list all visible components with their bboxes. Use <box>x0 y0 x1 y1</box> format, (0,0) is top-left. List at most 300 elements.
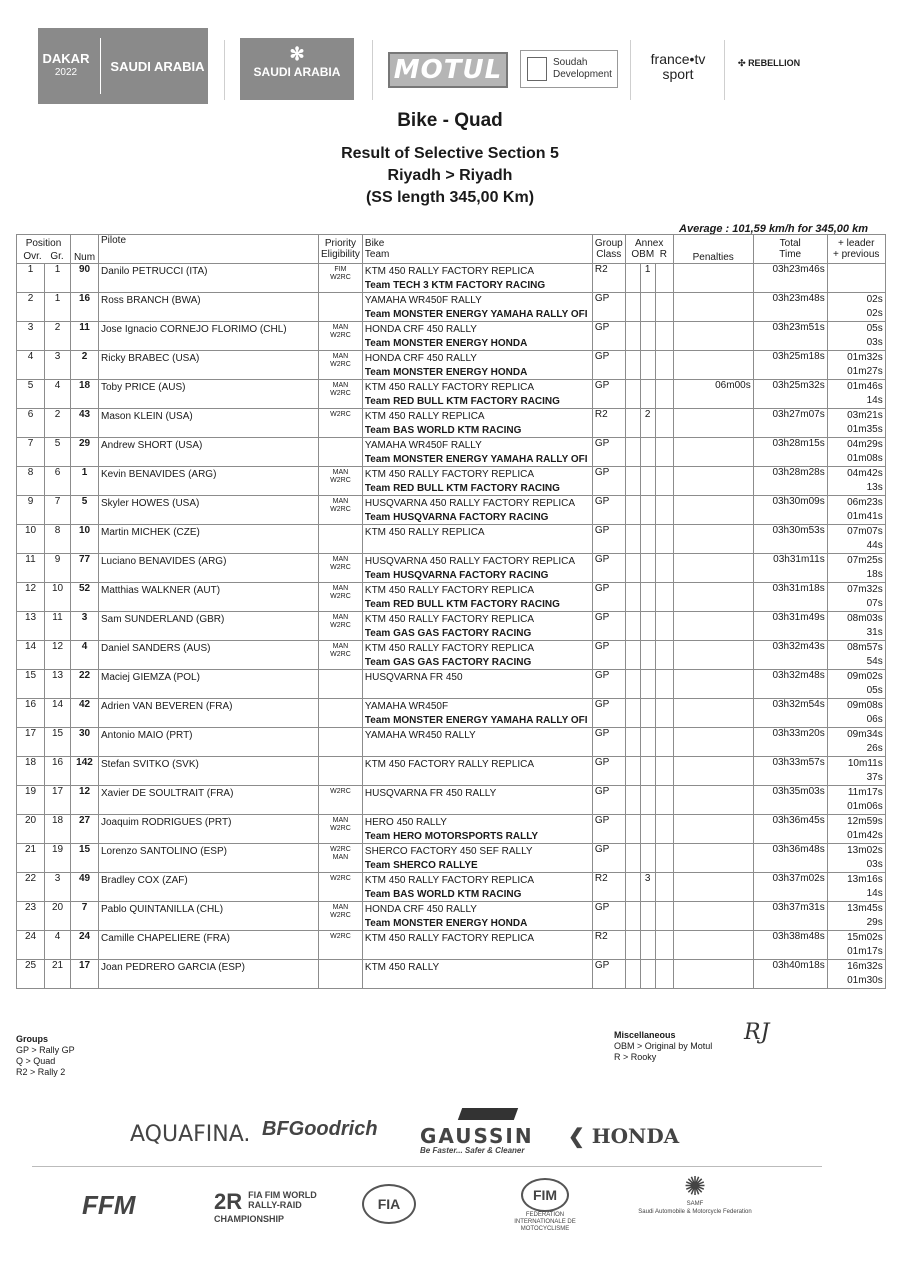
rookie-rank <box>640 757 655 786</box>
pilote-cell <box>99 438 319 467</box>
total-time: 03h31m49s <box>753 612 827 641</box>
table-row <box>17 438 886 467</box>
rookie-rank <box>640 902 655 931</box>
total-time-header <box>753 235 827 264</box>
signature: RJ <box>744 1020 770 1045</box>
priority-line-1: MAN <box>332 643 349 650</box>
priority-cell <box>319 612 363 641</box>
bike-team-cell <box>362 873 592 902</box>
w2rc-logo-mark: 2R <box>214 1189 243 1214</box>
rookie-rank <box>640 351 655 380</box>
overall-position: 3 <box>17 322 45 351</box>
spacer-cell <box>655 351 673 380</box>
gap-previous: 07s <box>866 598 883 609</box>
priority-line-1: MAN <box>332 353 349 360</box>
gap-leader: 13m02s <box>847 845 883 856</box>
pilote-name: Martin MICHEK (CZE) <box>101 527 200 538</box>
bike-team-cell <box>362 815 592 844</box>
spacer-cell <box>655 554 673 583</box>
priority-line-2: W2RC <box>330 825 351 832</box>
bike-model: KTM 450 FACTORY RALLY REPLICA <box>364 759 535 770</box>
race-number: 3 <box>71 612 99 641</box>
pilote-cell <box>99 293 319 322</box>
time-label: Time <box>779 249 802 260</box>
group-class-header <box>592 235 625 264</box>
gap-leader: 03m21s <box>847 410 883 421</box>
rookie-rank <box>640 322 655 351</box>
penalties <box>673 786 753 815</box>
group-class: GP <box>592 641 625 670</box>
pilote-name: Jose Ignacio CORNEJO FLORIMO (CHL) <box>101 324 287 335</box>
pilote-cell <box>99 525 319 554</box>
pilote-name: Mason KLEIN (USA) <box>101 411 193 422</box>
group-class: GP <box>592 786 625 815</box>
annex-header <box>625 235 673 264</box>
pilote-cell <box>99 670 319 699</box>
bike-team-cell <box>362 525 592 554</box>
group-position: 8 <box>45 525 71 554</box>
priority-cell <box>319 699 363 728</box>
bike-team-cell <box>362 554 592 583</box>
dakar-logo-year: 2022 <box>54 67 78 78</box>
gap-previous: 31s <box>866 627 883 638</box>
race-number: 18 <box>71 380 99 409</box>
race-number: 42 <box>71 699 99 728</box>
page-title: Bike - Quad <box>397 110 503 131</box>
group-position: 19 <box>45 844 71 873</box>
num-header: Num <box>71 235 99 264</box>
group-class: GP <box>592 496 625 525</box>
gap-cell <box>827 844 885 873</box>
gap-previous: 02s <box>866 308 883 319</box>
gap-cell <box>827 728 885 757</box>
gap-previous: 01m41s <box>847 511 883 522</box>
race-number: 15 <box>71 844 99 873</box>
group-class: GP <box>592 815 625 844</box>
section-subtitle <box>0 143 900 209</box>
pilote-cell <box>99 322 319 351</box>
race-number: 2 <box>71 351 99 380</box>
priority-line-1: MAN <box>332 382 349 389</box>
team-name: Team GAS GAS FACTORY RACING <box>364 657 532 668</box>
team-name: Team MONSTER ENERGY YAMAHA RALLY OFI <box>364 454 588 465</box>
rookie-rank: 1 <box>640 264 655 293</box>
spacer-cell <box>655 264 673 293</box>
gap-cell <box>827 293 885 322</box>
table-row <box>17 757 886 786</box>
race-number: 5 <box>71 496 99 525</box>
spacer-cell <box>655 293 673 322</box>
gap-leader: 01m46s <box>847 381 883 392</box>
obm-cell <box>625 902 640 931</box>
penalties <box>673 844 753 873</box>
team-name: Team BAS WORLD KTM RACING <box>364 425 522 436</box>
priority-label: Priority <box>324 238 357 249</box>
penalties <box>673 264 753 293</box>
gaussin-logo: GAUSSIN <box>420 1124 534 1148</box>
penalties <box>673 322 753 351</box>
group-class: GP <box>592 960 625 989</box>
priority-cell <box>319 496 363 525</box>
priority-line-2: W2RC <box>330 912 351 919</box>
results-table <box>16 234 886 989</box>
gap-previous: 14s <box>866 888 883 899</box>
race-number: 49 <box>71 873 99 902</box>
team-name: Team HUSQVARNA FACTORY RACING <box>364 570 549 581</box>
bike-team-cell <box>362 322 592 351</box>
priority-cell <box>319 757 363 786</box>
rookie-rank <box>640 438 655 467</box>
dakar-saudi-logo <box>38 28 208 104</box>
gap-leader: 10m11s <box>847 758 883 769</box>
samf-logo <box>620 1172 770 1216</box>
group-position: 13 <box>45 670 71 699</box>
priority-header <box>319 235 363 264</box>
spacer-cell <box>655 612 673 641</box>
total-label: Total <box>779 238 801 249</box>
rookie-rank <box>640 380 655 409</box>
misc-legend <box>614 1030 712 1063</box>
groups-legend <box>16 1034 75 1078</box>
group-position: 11 <box>45 612 71 641</box>
gap-previous: 01m17s <box>847 946 883 957</box>
annex-label: Annex <box>635 238 664 249</box>
rookie-rank <box>640 641 655 670</box>
team-name: Team RED BULL KTM FACTORY RACING <box>364 599 560 610</box>
table-row <box>17 844 886 873</box>
table-row <box>17 583 886 612</box>
rookie-rank <box>640 786 655 815</box>
priority-line-2: W2RC <box>330 332 351 339</box>
soudah-mark-icon <box>527 57 547 81</box>
bike-team-cell <box>362 902 592 931</box>
rookie-rank <box>640 931 655 960</box>
samf-emblem-icon: ✺ <box>684 1171 706 1201</box>
bike-model: KTM 450 RALLY FACTORY REPLICA <box>364 469 535 480</box>
penalties <box>673 293 753 322</box>
rookie-rank <box>640 467 655 496</box>
obm-cell <box>625 931 640 960</box>
penalties <box>673 902 753 931</box>
priority-line-2: W2RC <box>330 506 351 513</box>
dakar-logo-country: SAUDI ARABIA <box>110 58 205 74</box>
overall-position: 15 <box>17 670 45 699</box>
bike-team-cell <box>362 380 592 409</box>
priority-cell <box>319 844 363 873</box>
gap-previous: 01m27s <box>847 366 883 377</box>
group-class: R2 <box>592 409 625 438</box>
spacer-cell <box>655 641 673 670</box>
total-time: 03h38m48s <box>753 931 827 960</box>
priority-cell <box>319 583 363 612</box>
spacer-cell <box>655 496 673 525</box>
group-position: 4 <box>45 380 71 409</box>
group-position: 12 <box>45 641 71 670</box>
table-header-row <box>17 235 886 264</box>
priority-line-2: W2RC <box>330 875 351 882</box>
group-class: GP <box>592 902 625 931</box>
total-time: 03h32m48s <box>753 670 827 699</box>
total-time: 03h25m18s <box>753 351 827 380</box>
team-name: Team GAS GAS FACTORY RACING <box>364 628 532 639</box>
gr-header: Gr. <box>50 250 64 262</box>
bike-model: KTM 450 RALLY FACTORY REPLICA <box>364 643 535 654</box>
gap-cell <box>827 873 885 902</box>
priority-line-1: MAN <box>332 585 349 592</box>
overall-position: 1 <box>17 264 45 293</box>
group-class: GP <box>592 554 625 583</box>
group-position: 20 <box>45 902 71 931</box>
total-time: 03h36m45s <box>753 815 827 844</box>
obm-cell <box>625 757 640 786</box>
pilote-name: Kevin BENAVIDES (ARG) <box>101 469 217 480</box>
bike-model: KTM 450 RALLY FACTORY REPLICA <box>364 266 535 277</box>
priority-cell <box>319 351 363 380</box>
table-row <box>17 931 886 960</box>
gap-leader: 08m57s <box>847 642 883 653</box>
bike-team-cell <box>362 931 592 960</box>
penalties <box>673 467 753 496</box>
rookie-rank <box>640 728 655 757</box>
spacer-cell <box>655 380 673 409</box>
gap-previous: 37s <box>866 772 883 783</box>
obm-cell <box>625 293 640 322</box>
table-row <box>17 467 886 496</box>
overall-position: 2 <box>17 293 45 322</box>
group-class: GP <box>592 612 625 641</box>
soudah-line2: Development <box>553 69 612 80</box>
priority-cell <box>319 641 363 670</box>
gap-cell <box>827 670 885 699</box>
gap-previous: 03s <box>866 859 883 870</box>
group-class: GP <box>592 583 625 612</box>
bike-model: SHERCO FACTORY 450 SEF RALLY <box>364 846 533 857</box>
position-header <box>17 235 71 264</box>
group-position: 3 <box>45 351 71 380</box>
group-position: 6 <box>45 467 71 496</box>
table-row <box>17 264 886 293</box>
obm-cell <box>625 525 640 554</box>
group-class: GP <box>592 670 625 699</box>
overall-position: 11 <box>17 554 45 583</box>
table-row <box>17 380 886 409</box>
overall-position: 22 <box>17 873 45 902</box>
group-class: GP <box>592 322 625 351</box>
rookie-rank: 2 <box>640 409 655 438</box>
table-row <box>17 786 886 815</box>
overall-position: 16 <box>17 699 45 728</box>
bike-model: HONDA CRF 450 RALLY <box>364 904 477 915</box>
gap-previous: 14s <box>866 395 883 406</box>
position-label: Position <box>25 237 62 249</box>
gap-previous: 05s <box>866 685 883 696</box>
rookie-rank <box>640 844 655 873</box>
gap-previous: 01m42s <box>847 830 883 841</box>
priority-cell <box>319 873 363 902</box>
fim-logo-sub: FEDERATION INTERNATIONALE DE MOTOCYCLISME <box>514 1212 576 1232</box>
penalties <box>673 699 753 728</box>
penalties <box>673 641 753 670</box>
rookie-rank <box>640 293 655 322</box>
total-time: 03h37m31s <box>753 902 827 931</box>
total-time: 03h33m57s <box>753 757 827 786</box>
group-position: 16 <box>45 757 71 786</box>
spacer-cell <box>655 902 673 931</box>
race-number: 17 <box>71 960 99 989</box>
priority-cell <box>319 670 363 699</box>
w2rc-line3: CHAMPIONSHIP <box>214 1214 285 1224</box>
subtitle-line-1: Result of Selective Section 5 <box>341 145 559 162</box>
motul-logo: MOTUL <box>388 52 508 88</box>
priority-cell <box>319 438 363 467</box>
priority-line-2: W2RC <box>330 593 351 600</box>
average-speed: Average : 101,59 km/h for 345,00 km <box>679 223 868 235</box>
groups-legend-line: Q > Quad <box>16 1056 56 1066</box>
gap-previous: 01m08s <box>847 453 883 464</box>
gap-cell <box>827 786 885 815</box>
obm-cell <box>625 960 640 989</box>
obm-cell <box>625 554 640 583</box>
gap-leader: 13m45s <box>847 903 883 914</box>
race-number: 77 <box>71 554 99 583</box>
gap-leader: 13m16s <box>847 874 883 885</box>
obm-cell <box>625 786 640 815</box>
pilote-cell <box>99 264 319 293</box>
gap-cell <box>827 612 885 641</box>
gap-leader: 09m08s <box>847 700 883 711</box>
spacer-cell <box>655 960 673 989</box>
gap-leader: 07m07s <box>847 526 883 537</box>
table-row <box>17 699 886 728</box>
priority-line-1: MAN <box>332 556 349 563</box>
subtitle-line-2: Riyadh > Riyadh <box>387 167 513 184</box>
priority-cell <box>319 786 363 815</box>
bike-team-cell <box>362 641 592 670</box>
rebellion-logo <box>738 58 828 69</box>
bike-model: KTM 450 RALLY REPLICA <box>364 411 485 422</box>
footer-divider <box>32 1166 822 1167</box>
samf-logo-sub: Saudi Automobile & Motorcycle Federation <box>638 1209 752 1215</box>
pilote-name: Skyler HOWES (USA) <box>101 498 200 509</box>
overall-position: 25 <box>17 960 45 989</box>
pilote-name: Danilo PETRUCCI (ITA) <box>101 266 208 277</box>
group-class: GP <box>592 467 625 496</box>
penalties <box>673 554 753 583</box>
total-time: 03h31m18s <box>753 583 827 612</box>
obm-cell <box>625 380 640 409</box>
gap-cell <box>827 583 885 612</box>
ffm-logo: FFM <box>82 1190 136 1220</box>
overall-position: 21 <box>17 844 45 873</box>
bike-model: KTM 450 RALLY FACTORY REPLICA <box>364 614 535 625</box>
spacer-cell <box>655 728 673 757</box>
fim-logo-text: FIM <box>521 1178 569 1212</box>
overall-position: 13 <box>17 612 45 641</box>
bike-team-cell <box>362 496 592 525</box>
pilote-name: Andrew SHORT (USA) <box>101 440 203 451</box>
total-time: 03h32m43s <box>753 641 827 670</box>
team-name: Team BAS WORLD KTM RACING <box>364 889 522 900</box>
rookie-rank <box>640 960 655 989</box>
rebellion-icon: ✣ <box>738 58 746 68</box>
bike-model: HUSQVARNA FR 450 RALLY <box>364 788 497 799</box>
priority-line-1: MAN <box>332 469 349 476</box>
obm-cell <box>625 728 640 757</box>
overall-position: 12 <box>17 583 45 612</box>
race-number: 11 <box>71 322 99 351</box>
samf-logo-text: SAMF <box>686 1201 704 1207</box>
bike-team-cell <box>362 786 592 815</box>
obm-cell <box>625 873 640 902</box>
pilote-cell <box>99 902 319 931</box>
group-position: 21 <box>45 960 71 989</box>
spacer-cell <box>655 699 673 728</box>
bike-model: HUSQVARNA 450 RALLY FACTORY REPLICA <box>364 556 575 567</box>
priority-line-2: W2RC <box>330 361 351 368</box>
pilote-name: Daniel SANDERS (AUS) <box>101 643 211 654</box>
table-row <box>17 322 886 351</box>
priority-line-2: W2RC <box>330 564 351 571</box>
overall-position: 5 <box>17 380 45 409</box>
group-position: 5 <box>45 438 71 467</box>
leader-label: + leader <box>837 238 875 249</box>
table-row <box>17 409 886 438</box>
group-position: 2 <box>45 409 71 438</box>
pilote-cell <box>99 728 319 757</box>
bike-model: HUSQVARNA FR 450 <box>364 672 463 683</box>
group-class: GP <box>592 293 625 322</box>
priority-line-2: W2RC <box>330 274 351 281</box>
group-class: R2 <box>592 264 625 293</box>
rookie-rank <box>640 496 655 525</box>
priority-line-2: W2RC <box>330 788 351 795</box>
pilote-name: Maciej GIEMZA (POL) <box>101 672 200 683</box>
rookie-rank <box>640 612 655 641</box>
table-row <box>17 960 886 989</box>
spacer-cell <box>655 409 673 438</box>
team-label: Team <box>364 249 390 260</box>
francetv-sport-logo <box>640 52 716 82</box>
gap-previous: 18s <box>866 569 883 580</box>
race-number: 52 <box>71 583 99 612</box>
team-name: Team MONSTER ENERGY HONDA <box>364 338 528 349</box>
groups-legend-title: Groups <box>16 1034 49 1044</box>
group-class: R2 <box>592 873 625 902</box>
total-time: 03h23m46s <box>753 264 827 293</box>
priority-cell <box>319 409 363 438</box>
group-class: GP <box>592 728 625 757</box>
ovr-header: Ovr. <box>23 250 42 262</box>
gap-previous: 44s <box>866 540 883 551</box>
team-name: Team MONSTER ENERGY YAMAHA RALLY OFI <box>364 715 588 726</box>
pilote-cell <box>99 960 319 989</box>
priority-cell <box>319 815 363 844</box>
obm-cell <box>625 815 640 844</box>
priority-line-2: W2RC <box>330 651 351 658</box>
subtitle-line-3: (SS length 345,00 Km) <box>365 189 535 206</box>
pilote-name: Joaquim RODRIGUES (PRT) <box>101 817 232 828</box>
priority-cell <box>319 293 363 322</box>
total-time: 03h28m28s <box>753 467 827 496</box>
overall-position: 23 <box>17 902 45 931</box>
total-time: 03h36m48s <box>753 844 827 873</box>
gap-leader: 01m32s <box>847 352 883 363</box>
pilote-cell <box>99 583 319 612</box>
overall-position: 17 <box>17 728 45 757</box>
pilote-name: Pablo QUINTANILLA (CHL) <box>101 904 224 915</box>
team-name: Team SHERCO RALLYE <box>364 860 478 871</box>
gap-leader: 07m32s <box>847 584 883 595</box>
